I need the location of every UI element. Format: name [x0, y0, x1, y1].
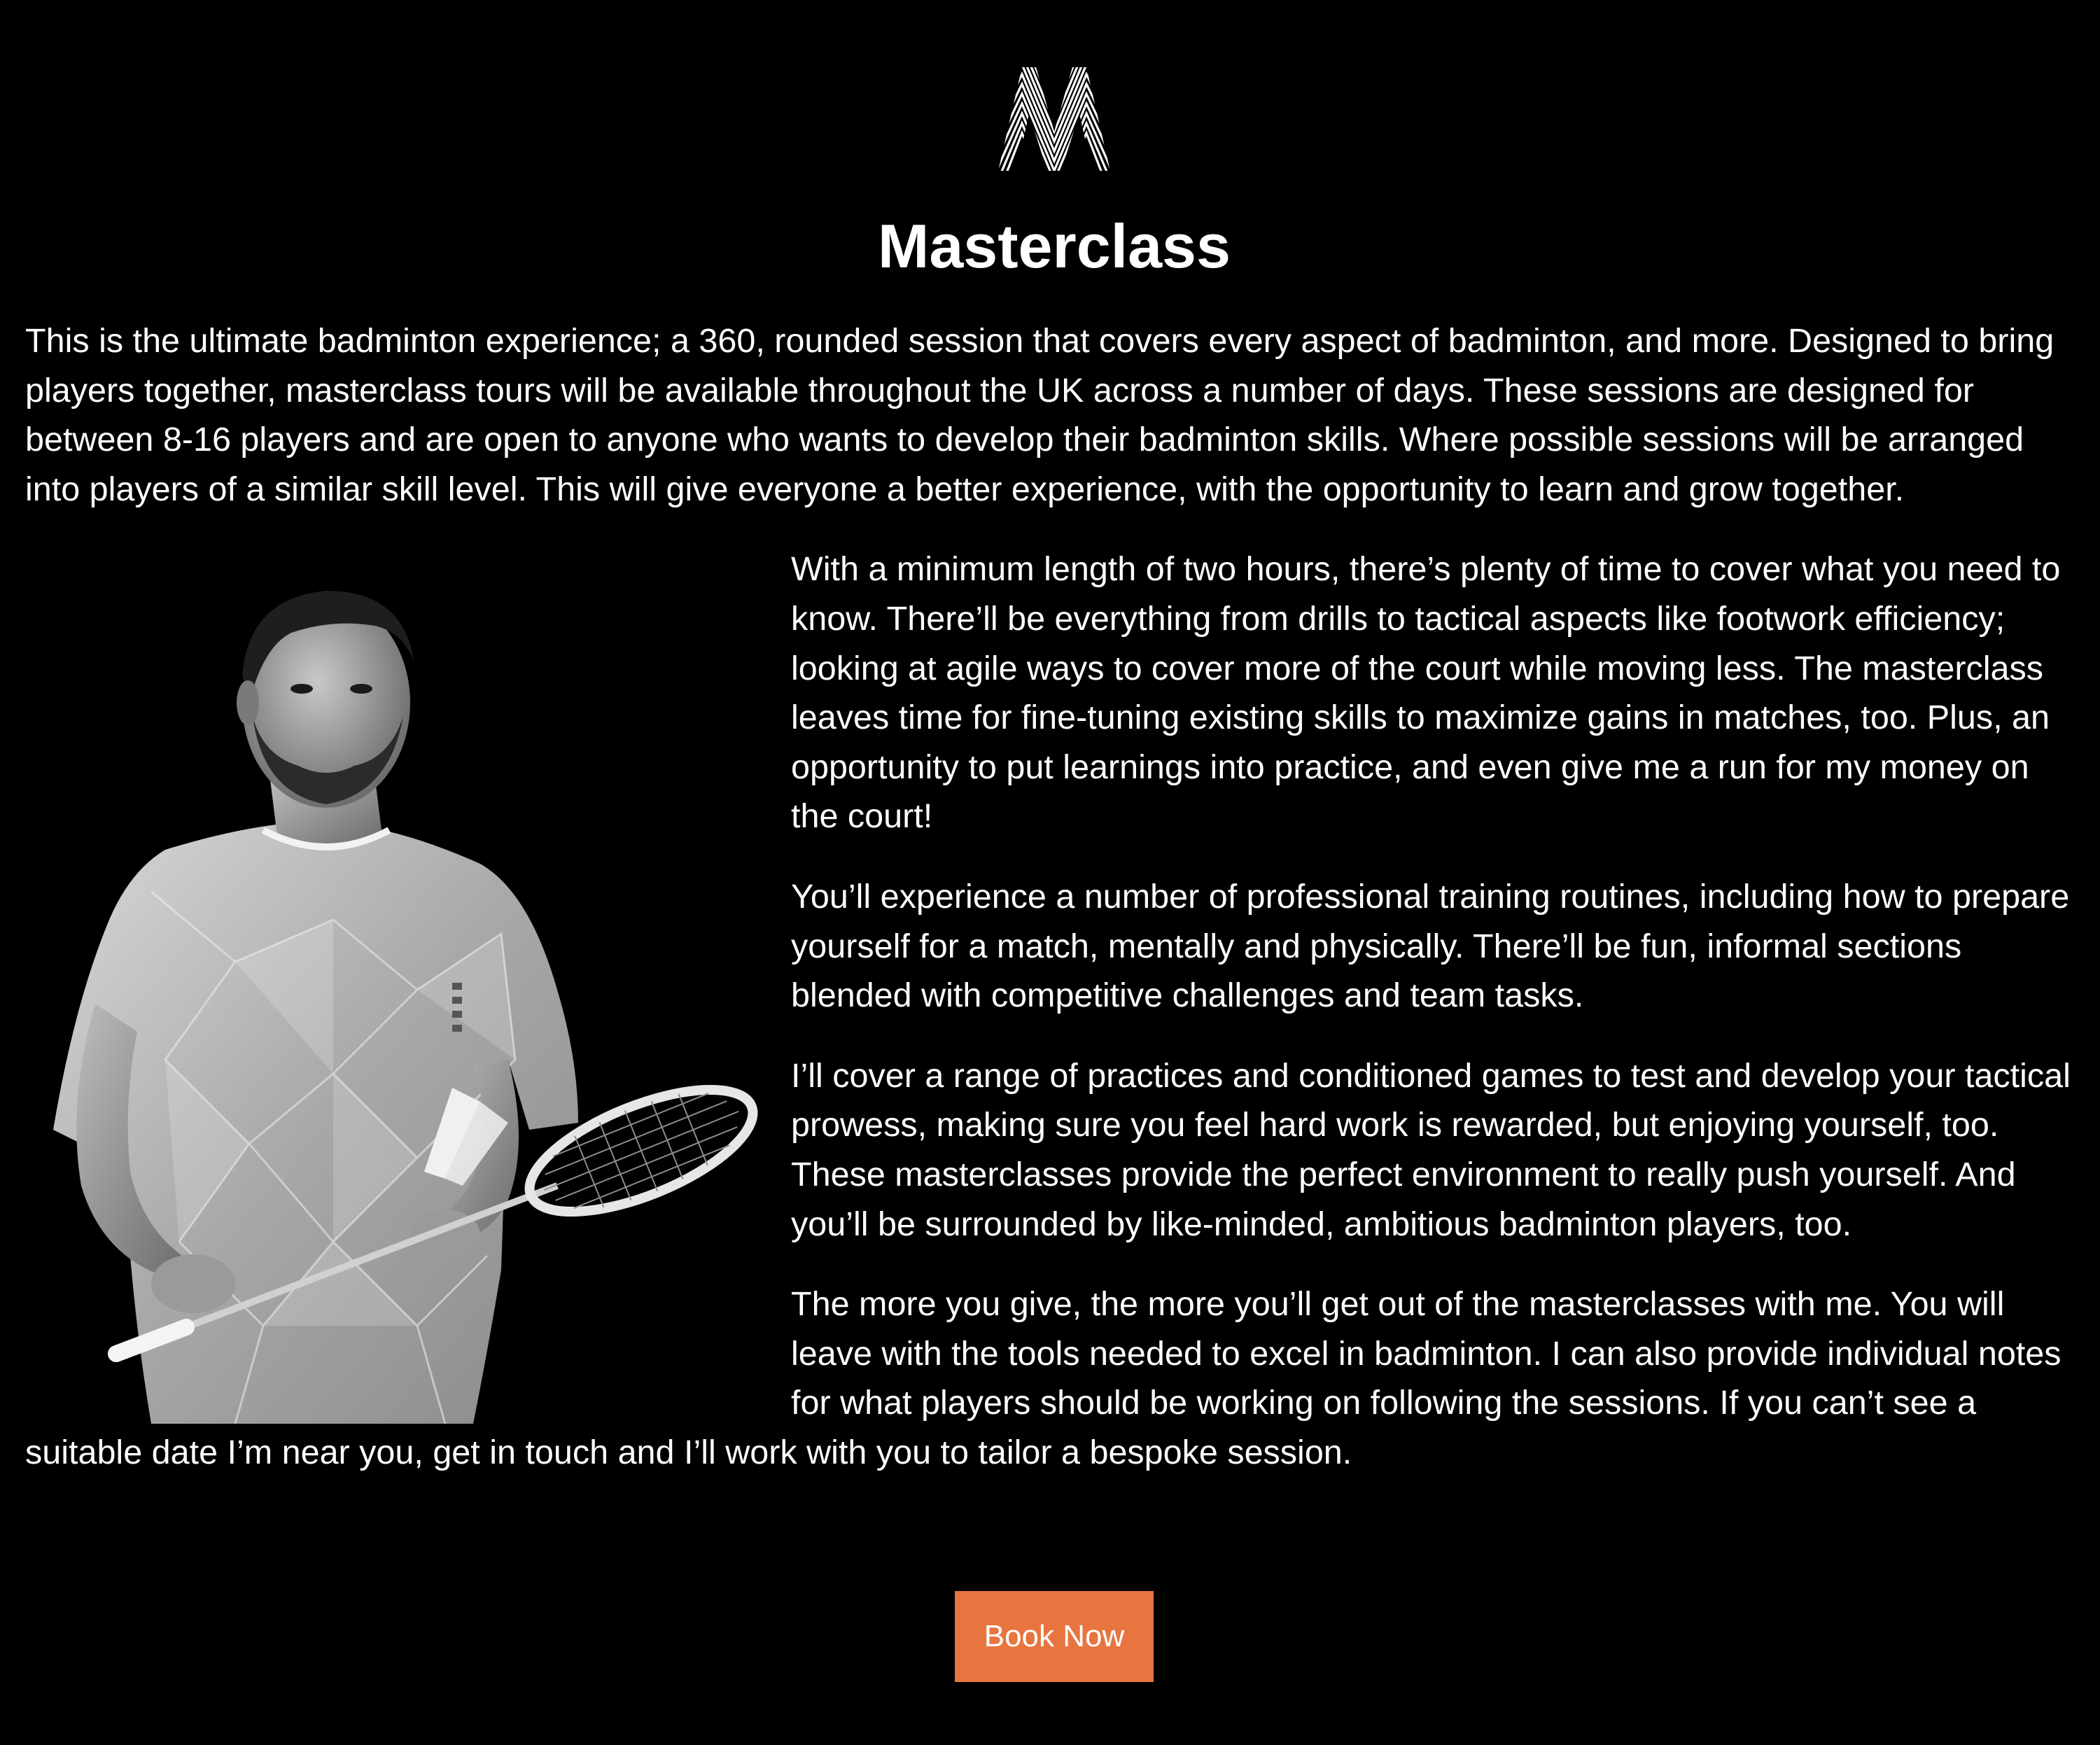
paragraph-training-routines: You’ll experience a number of professional training routines, including how to prepare yourself for a match, mentally and physically. There’ll be fun, informal sections blended with competitive challenges and team tasks. — [791, 877, 2070, 1015]
book-now-button[interactable]: Book Now — [955, 1591, 1154, 1682]
m-logo-icon — [994, 64, 1114, 175]
page-title: Masterclass — [878, 211, 1231, 281]
cta-container — [0, 1591, 2100, 1682]
paragraph-closing: The more you give, the more you’ll get out of the masterclasses with me. You will leave with the tools needed to excel in badminton. I can also provide individual notes for what players should be working on following the sessions. If you can’t see a suitable date I’m near you, get in touch and I’ll work with you to tailor a bespoke session. — [25, 1285, 2062, 1471]
masterclass-description — [25, 316, 2076, 1508]
paragraph-intro: This is the ultimate badminton experience; a 360, rounded session that covers every aspect of badminton, and more. Designed to bring players together, masterclass tours will be available throughout the UK across a number of days. These sessions are designed for between 8-16 players and are open to anyone who wants to develop their badminton skills. Where possible sessions will be arranged into players of a similar skill level. This will give everyone a better experience, with the opportunity to learn and grow together. — [25, 322, 2054, 508]
paragraph-practices: I’ll cover a range of practices and conditioned games to test and develop your tactical prowess, making sure you feel hard work is rewarded, but enjoying yourself, too. These masterclasses provide the perfect environment to really push yourself. And you’ll be surrounded by like-minded, ambitious badminton players, too. — [791, 1056, 2071, 1243]
paragraph-session-length: With a minimum length of two hours, there’s plenty of time to cover what you need to know. There’ll be everything from drills to tactical aspects like footwork efficiency; looking at agile ways to cover more of the court while moving less. The masterclass leaves time for fine-tuning existing skills to maximize gains in matches, too. Plus, an opportunity to put learnings into practice, and even give me a run for my money on the court! — [791, 550, 2061, 836]
badminton-player-photo — [25, 570, 791, 1424]
